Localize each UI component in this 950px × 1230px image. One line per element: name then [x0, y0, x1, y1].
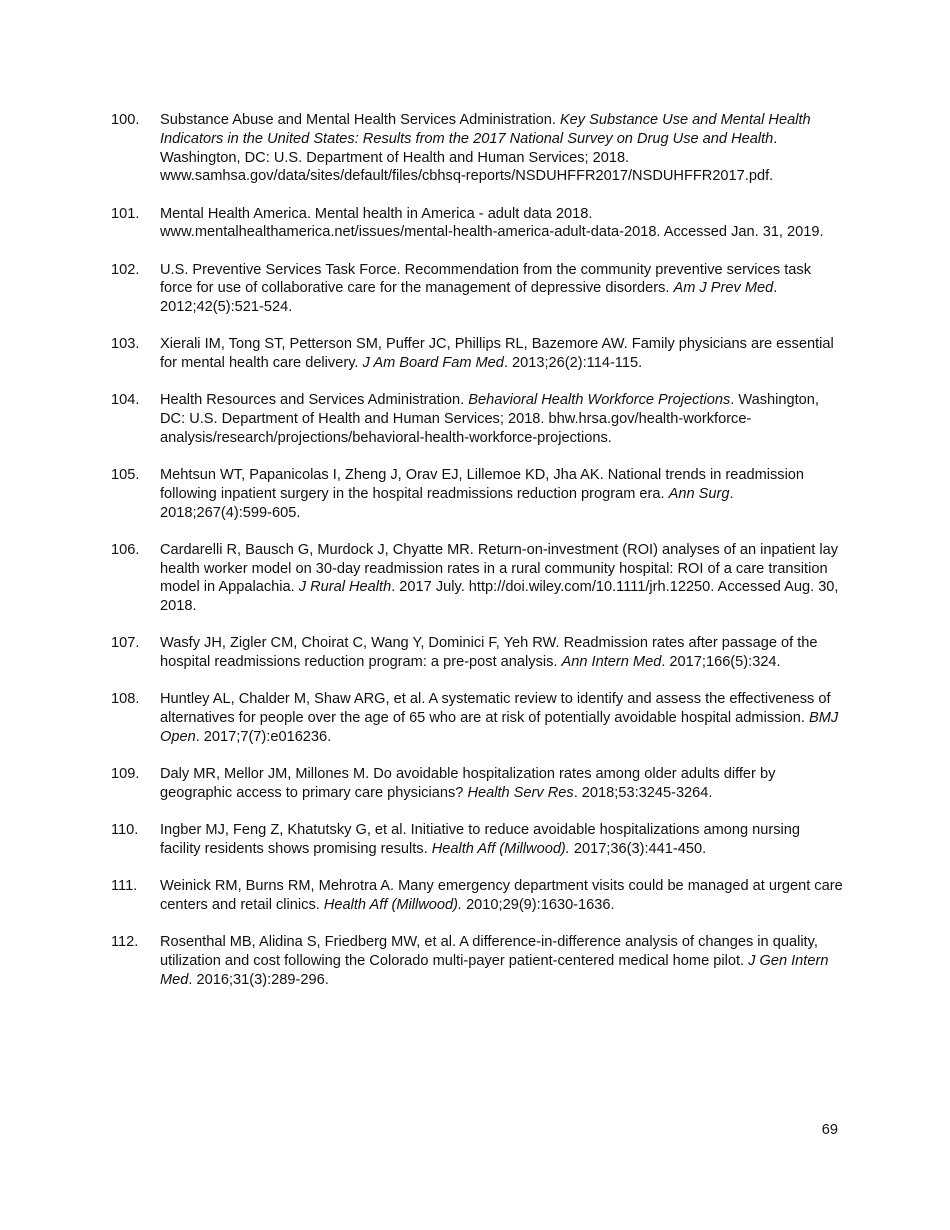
reference-entry — [111, 335, 843, 373]
reference-text — [160, 335, 843, 373]
reference-entry — [111, 933, 843, 989]
reference-number: 100. — [111, 112, 140, 128]
reference-text — [160, 261, 843, 317]
reference-text-segment: . 2018;53:3245-3264. — [573, 784, 713, 801]
reference-number: 106. — [111, 541, 140, 558]
reference-number: 112. — [111, 934, 139, 950]
reference-entry — [111, 634, 843, 672]
reference-text-segment: Rosenthal MB, Alidina S, Friedberg MW, et al. A difference-in-difference analysis of changes in quality, utilization and cost following the Colorado multi-payer patient-centered medical home pilot. — [160, 934, 818, 969]
reference-title-italic: Ann Intern Med — [561, 654, 662, 670]
reference-entry — [111, 690, 843, 746]
reference-title-italic: Health Serv Res — [467, 784, 574, 801]
reference-text-segment: . 2013;26(2):114-115. — [503, 355, 643, 371]
reference-text — [160, 111, 843, 186]
reference-text — [160, 466, 843, 522]
reference-text-segment: . 2017;166(5):324. — [661, 654, 781, 670]
reference-entry — [111, 541, 843, 616]
reference-entry — [111, 466, 843, 522]
reference-text-segment: U.S. Preventive Services Task Force. Recommendation from the community preventive services task force for use of collaborative care for the management of depressive disorders. — [160, 261, 812, 297]
reference-list — [111, 111, 843, 1008]
reference-text-segment: . 2017;7(7):e016236. — [195, 728, 332, 745]
reference-number: 102. — [111, 261, 140, 278]
reference-text-segment: Mehtsun WT, Papanicolas I, Zheng J, Orav EJ, Lillemoe KD, Jha AK. National trends in readmission following inpatient surgery in the hospital readmissions reduction program era. — [160, 467, 805, 502]
reference-title-italic: J Gen Intern Med — [160, 952, 829, 988]
reference-text-segment: . 2018;267(4):599-605. — [160, 485, 734, 521]
reference-text-segment: Huntley AL, Chalder M, Shaw ARG, et al. A systematic review to identify and assess the effectiveness of alternatives for people over the age of 65 who are at risk of potentially avoidable hospital admission. — [160, 691, 831, 726]
reference-text-segment: Substance Abuse and Mental Health Services Administration. — [160, 112, 560, 128]
reference-entry — [111, 877, 843, 915]
reference-number: 111. — [111, 878, 138, 894]
reference-text-segment: Health Resources and Services Administration. — [160, 392, 469, 409]
reference-number: 110. — [111, 822, 139, 838]
reference-title-italic: Key Substance Use and Mental Health Indicators in the United States: Results from the 2017 National Survey on Drug Use and Health — [160, 112, 811, 147]
reference-text — [160, 933, 843, 989]
reference-text — [160, 765, 843, 803]
reference-title-italic: Health Aff (Millwood). — [431, 840, 570, 857]
reference-title-italic: J Rural Health — [298, 579, 392, 596]
reference-entry — [111, 205, 843, 243]
reference-text-segment: Mental Health America. Mental health in America - adult data 2018. www.mentalhealthamerica.net/issues/mental-health-america-adult-data-2018. Accessed Jan. 31, 2019. — [160, 205, 824, 241]
reference-title-italic: Ann Surg — [668, 485, 730, 502]
reference-entry — [111, 111, 843, 186]
reference-number: 108. — [111, 691, 140, 708]
reference-entry — [111, 391, 843, 447]
reference-text — [160, 634, 843, 672]
page-number: 69 — [821, 1122, 838, 1138]
reference-text-segment: Ingber MJ, Feng Z, Khatutsky G, et al. Initiative to reduce avoidable hospitalizations among nursing facility residents shows promising results. — [160, 822, 801, 857]
reference-text-segment: . 2016;31(3):289-296. — [188, 971, 329, 988]
reference-text — [160, 877, 843, 915]
reference-title-italic: BMJ Open — [160, 710, 839, 745]
reference-number: 104. — [111, 392, 140, 409]
reference-text-segment: . Washington, DC: U.S. Department of Health and Human Services; 2018. bhw.hrsa.gov/health-workforce-analysis/research/projections/behavioral-health-workforce-projections. — [160, 392, 819, 446]
reference-text-segment: . 2017 July. http://doi.wiley.com/10.1111/jrh.12250. Accessed Aug. 30, 2018. — [160, 579, 839, 614]
reference-title-italic: J Am Board Fam Med — [362, 355, 504, 371]
reference-text-segment: Cardarelli R, Bausch G, Murdock J, Chyatte MR. Return-on-investment (ROI) analyses of an inpatient lay health worker model on 30-day readmission rates in a rural community hospital: ROI of a care transition model in Appalachia. — [160, 541, 839, 596]
reference-title-italic: Health Aff (Millwood). — [323, 896, 463, 913]
reference-title-italic: Am J Prev Med — [673, 280, 774, 297]
reference-text-segment: Xierali IM, Tong ST, Petterson SM, Puffer JC, Phillips RL, Bazemore AW. Family physicians are essential for mental health care delivery. — [160, 336, 834, 371]
reference-number: 101. — [111, 205, 140, 222]
reference-number: 107. — [111, 635, 140, 652]
reference-text — [160, 690, 843, 746]
reference-text-segment: Daly MR, Mellor JM, Millones M. Do avoidable hospitalization rates among older adults differ by geographic access to primary care physicians? — [160, 766, 776, 801]
reference-text — [160, 391, 843, 447]
reference-text-segment: 2010;29(9):1630-1636. — [462, 896, 615, 913]
reference-entry — [111, 261, 843, 317]
reference-text — [160, 205, 843, 243]
reference-text-segment: . 2012;42(5):521-524. — [160, 280, 778, 315]
reference-text-segment: Weinick RM, Burns RM, Mehrotra A. Many emergency department visits could be managed at urgent care centers and retail clinics. — [160, 878, 843, 913]
reference-text-segment: . Washington, DC: U.S. Department of Health and Human Services; 2018. www.samhsa.gov/data/sites/default/files/cbhsq-reports/NSDUHFFR2017/NSDUHFFR2017.pdf. — [160, 130, 778, 185]
reference-entry — [111, 765, 843, 803]
reference-text — [160, 541, 843, 616]
reference-title-italic: Behavioral Health Workforce Projections — [468, 392, 731, 409]
reference-text-segment: Wasfy JH, Zigler CM, Choirat C, Wang Y, Dominici F, Yeh RW. Readmission rates after passage of the hospital readmissions reduction program: a pre-post analysis. — [160, 635, 818, 670]
reference-entry — [111, 821, 843, 859]
reference-number: 103. — [111, 336, 140, 353]
reference-number: 109. — [111, 766, 140, 782]
reference-text-segment: 2017;36(3):441-450. — [569, 840, 707, 857]
reference-text — [160, 821, 843, 859]
reference-number: 105. — [111, 467, 140, 483]
